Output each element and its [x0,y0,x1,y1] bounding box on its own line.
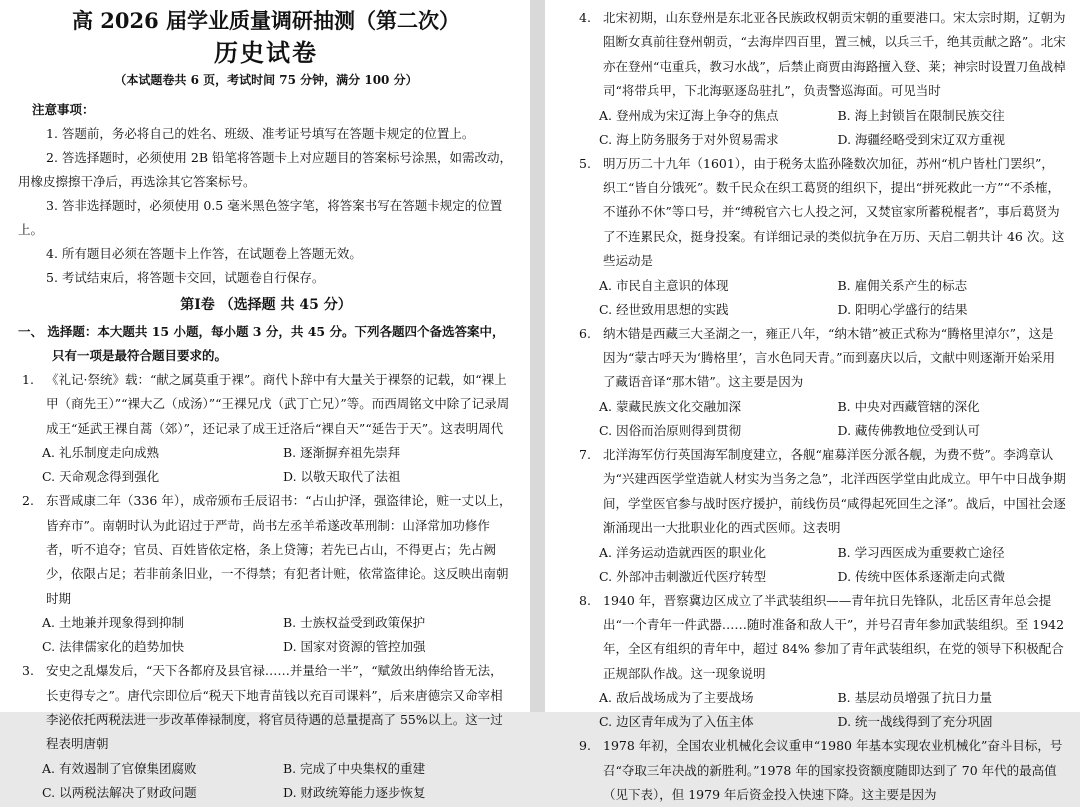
question-number: 7. [579,446,591,462]
question-number: 9. [579,738,591,754]
section-instructions: 一、 选择题：本大题共 15 小题，每小题 3 分，共 45 分。下列各题四个备选答案中，只有一项是最符合题目要求的。 [18,324,505,363]
question-number: 1. [22,372,34,387]
question-text: 东晋咸康二年（336 年），成帝颁布壬辰诏书：“占山护泽，强盗律论，赃一丈以上，皆弃市”。南朝时认为此诏过于严苛，尚书左丞羊希遂改革刑制：山泽常加功修作者，听不追夺；官员、百姓皆依定格，条上贷簿；若先已占山，不得更占；先占阙少，依限占足；若非前条旧业，一不得禁；有犯者计赃，依常盗律论。这反映出南朝时期 [46,493,512,606]
question-4 [575,6,1066,152]
question-1 [18,368,514,489]
exam-info: （本试题卷共 6 页，考试时间 75 分钟，满分 100 分） [114,73,418,87]
option-d: D. 财政统筹能力逐步恢复 [283,784,426,800]
option-a: A. 蒙藏民族文化交融加深 [599,398,741,414]
option-b: B. 完成了中央集权的重建 [283,760,426,776]
option-b: B. 学习西医成为重要救亡途径 [837,544,1005,560]
option-a: A. 洋务运动造就西医的职业化 [599,544,766,560]
question-text: 1978 年初，全国农业机械化会议重申“1980 年基本实现农业机械化”奋斗目标，号召“夺取三年决战的新胜利。”1978 年的国家投资额度随即达到了 70 年代的最高值（见下表），但 1979 年后资金投入快速下降。这主要是因为 [603,738,1063,802]
option-b: B. 中央对西藏管辖的深化 [837,398,980,414]
page-gutter [530,0,545,712]
option-c: C. 海上防务服务于对外贸易需求 [599,131,779,147]
question-8 [575,589,1066,735]
option-d: D. 阳明心学盛行的结果 [837,301,968,317]
question-3 [18,659,514,805]
option-d: D. 藏传佛教地位受到认可 [837,422,981,438]
option-a: A. 登州成为宋辽海上争夺的焦点 [599,107,779,123]
option-c: C. 边区青年成为了入伍主体 [599,714,754,730]
option-b: B. 逐渐摒弃祖先崇拜 [283,445,401,461]
option-c: C. 因俗而治原则得到贯彻 [599,422,742,438]
question-text: 安史之乱爆发后，“天下各都府及县官禄……并量给一半”，“赋敛出纳俸给皆无法，长吏得专之”。唐代宗即位后“税天下地青苗钱以充百司课料”，后来唐德宗又命宰相李泌依托两税法进一步改革俸禄制度，将官员待遇的总量提高了 55%以上。这一过程表明唐朝 [46,663,503,752]
note-item: 3. 答非选择题时，必须使用 0.5 毫米黑色签字笔，将答案书写在答题卡规定的位置上。 [18,198,503,237]
question-text: 《礼记·祭统》载：“献之属莫重于裸”。商代卜辞中有大量关于裸祭的记载，如“裸上甲（商先王）”“裸大乙（成汤）”“王裸兄戊（武丁亡兄）”等。而西周铭文中除了记录周成王“延武王裸自蒿（郊）”，还记录了成王迁洛后“裸自天”“延告于天”。这表明周代 [46,372,510,436]
option-d: D. 统一战线得到了充分巩固 [837,714,993,730]
note-item: 5. 考试结束后，将答题卡交回，试题卷自行保存。 [46,270,325,285]
question-text: 明万历二十九年（1601），由于税务太监孙隆数次加征，苏州“机户皆杜门罢织”，织工“皆自分饿死”。数千民众在织工葛贤的组织下，提出“拼死救此一方”“不杀榷，不谨孙不休”等口号，并“缚税官六七人投之河，又焚宦家所蓄税棍者”，事后葛贤为了不连累民众，挺身投案。有详细记录的类似抗争在万历、天启二朝共计 46 次。这些运动是 [603,155,1065,269]
question-2 [18,489,514,659]
question-number: 6. [579,325,591,341]
question-number: 4. [579,10,591,25]
exam-title: 高 2026 届学业质量调研抽测（第二次） [71,8,461,33]
question-text: 1940 年，晋察冀边区成立了半武装组织——青年抗日先锋队，北岳区青年总会提出“一个青年一件武器……随时准备和敌人干”，并号召青年参加武装组织。至 1942 年，全区有组织的青年中，超过 84% 参加了青年武装组织，在党的领导下积极配合正规部队作战。这一现象说明 [603,592,1065,681]
question-number: 2. [22,493,34,509]
question-9 [575,734,1066,807]
option-c: C. 天命观念得到强化 [42,469,160,485]
question-text: 北洋海军仿行英国海军制度建立，各舰“雇募洋医分派各舰，为费不赀”。李鸿章认为“兴建西医学堂造就人材实为当务之急”，北洋西医学堂由此成立。甲午中日战争期间，学堂医官参与战时医疗援护，前线伤员“咸得起死回生之泽”。战后，中国社会逐渐涌现出一大批职业化的西式医师。这表明 [603,446,1066,536]
option-a: A. 市民自主意识的体现 [599,277,729,293]
option-d: D. 国家对资源的管控加强 [283,639,426,655]
question-number: 5. [579,155,591,171]
option-a: A. 有效遏制了官僚集团腐败 [42,760,197,776]
option-a: A. 土地兼并现象得到抑制 [42,615,184,631]
question-number: 8. [579,592,591,608]
question-6 [575,322,1066,443]
option-c: C. 以两税法解决了财政问题 [42,784,197,800]
exam-page-right [545,0,1080,802]
option-c: C. 经世致用思想的实践 [599,301,729,317]
option-c: C. 外部冲击刺激近代医疗转型 [599,568,767,584]
question-5 [575,152,1066,322]
part-heading: 第Ⅰ卷 （选择题 共 45 分） [180,297,352,313]
note-item: 1. 答题前，务必将自己的姓名、班级、准考证号填写在答题卡规定的位置上。 [46,126,475,141]
question-text: 北宋初期，山东登州是东北亚各民族政权朝贡宋朝的重要港口。宋太宗时期，辽朝为阻断女真前往登州朝贡，“去海岸四百里，置三械，以兵三千，绝其贡献之路”。北宋亦在登州“屯重兵，教习水战”，后禁止商贾由海路擅入登、莱；神宗时设置刀鱼战棹司“将带兵甲，下北海驱逐岛驻扎”，负责警巡海面。可见当时 [603,10,1066,99]
option-c: C. 法律儒家化的趋势加快 [42,639,185,655]
option-b: B. 雇佣关系产生的标志 [837,277,968,293]
question-text: 纳木错是西藏三大圣湖之一，雍正八年，“纳木错”被正式称为“腾格里淖尔”，这是因为“蒙古呼天为‘腾格里’，言水色同天青。”而到嘉庆以后，文献中则逐渐开始采用了藏语音译“那木错”。这主要是因为 [603,325,1055,390]
option-a: A. 礼乐制度走向成熟 [42,445,159,461]
notes-title: 注意事项： [32,102,95,117]
exam-page-left [0,0,530,800]
question-7 [575,443,1066,589]
option-a: A. 敌后战场成为了主要战场 [599,690,754,706]
option-d: D. 以敬天取代了法祖 [283,469,401,485]
option-d: D. 海疆经略受到宋辽双方重视 [837,131,1006,147]
option-d: D. 传统中医体系逐渐走向式微 [837,568,1006,584]
question-number: 3. [22,663,34,679]
note-item: 4. 所有题目必须在答题卡上作答，在试题卷上答题无效。 [46,246,362,261]
option-b: B. 海上封锁旨在限制民族交往 [837,107,1005,123]
note-item: 2. 答选择题时，必须使用 2B 铅笔将答题卡上对应题目的答案标号涂黑，如需改动，用橡皮擦擦干净后，再选涂其它答案标号。 [18,150,512,189]
option-b: B. 基层动员增强了抗日力量 [837,690,993,706]
subject-title: 历史试卷 [214,38,318,67]
option-b: B. 士族权益受到政策保护 [283,615,426,631]
